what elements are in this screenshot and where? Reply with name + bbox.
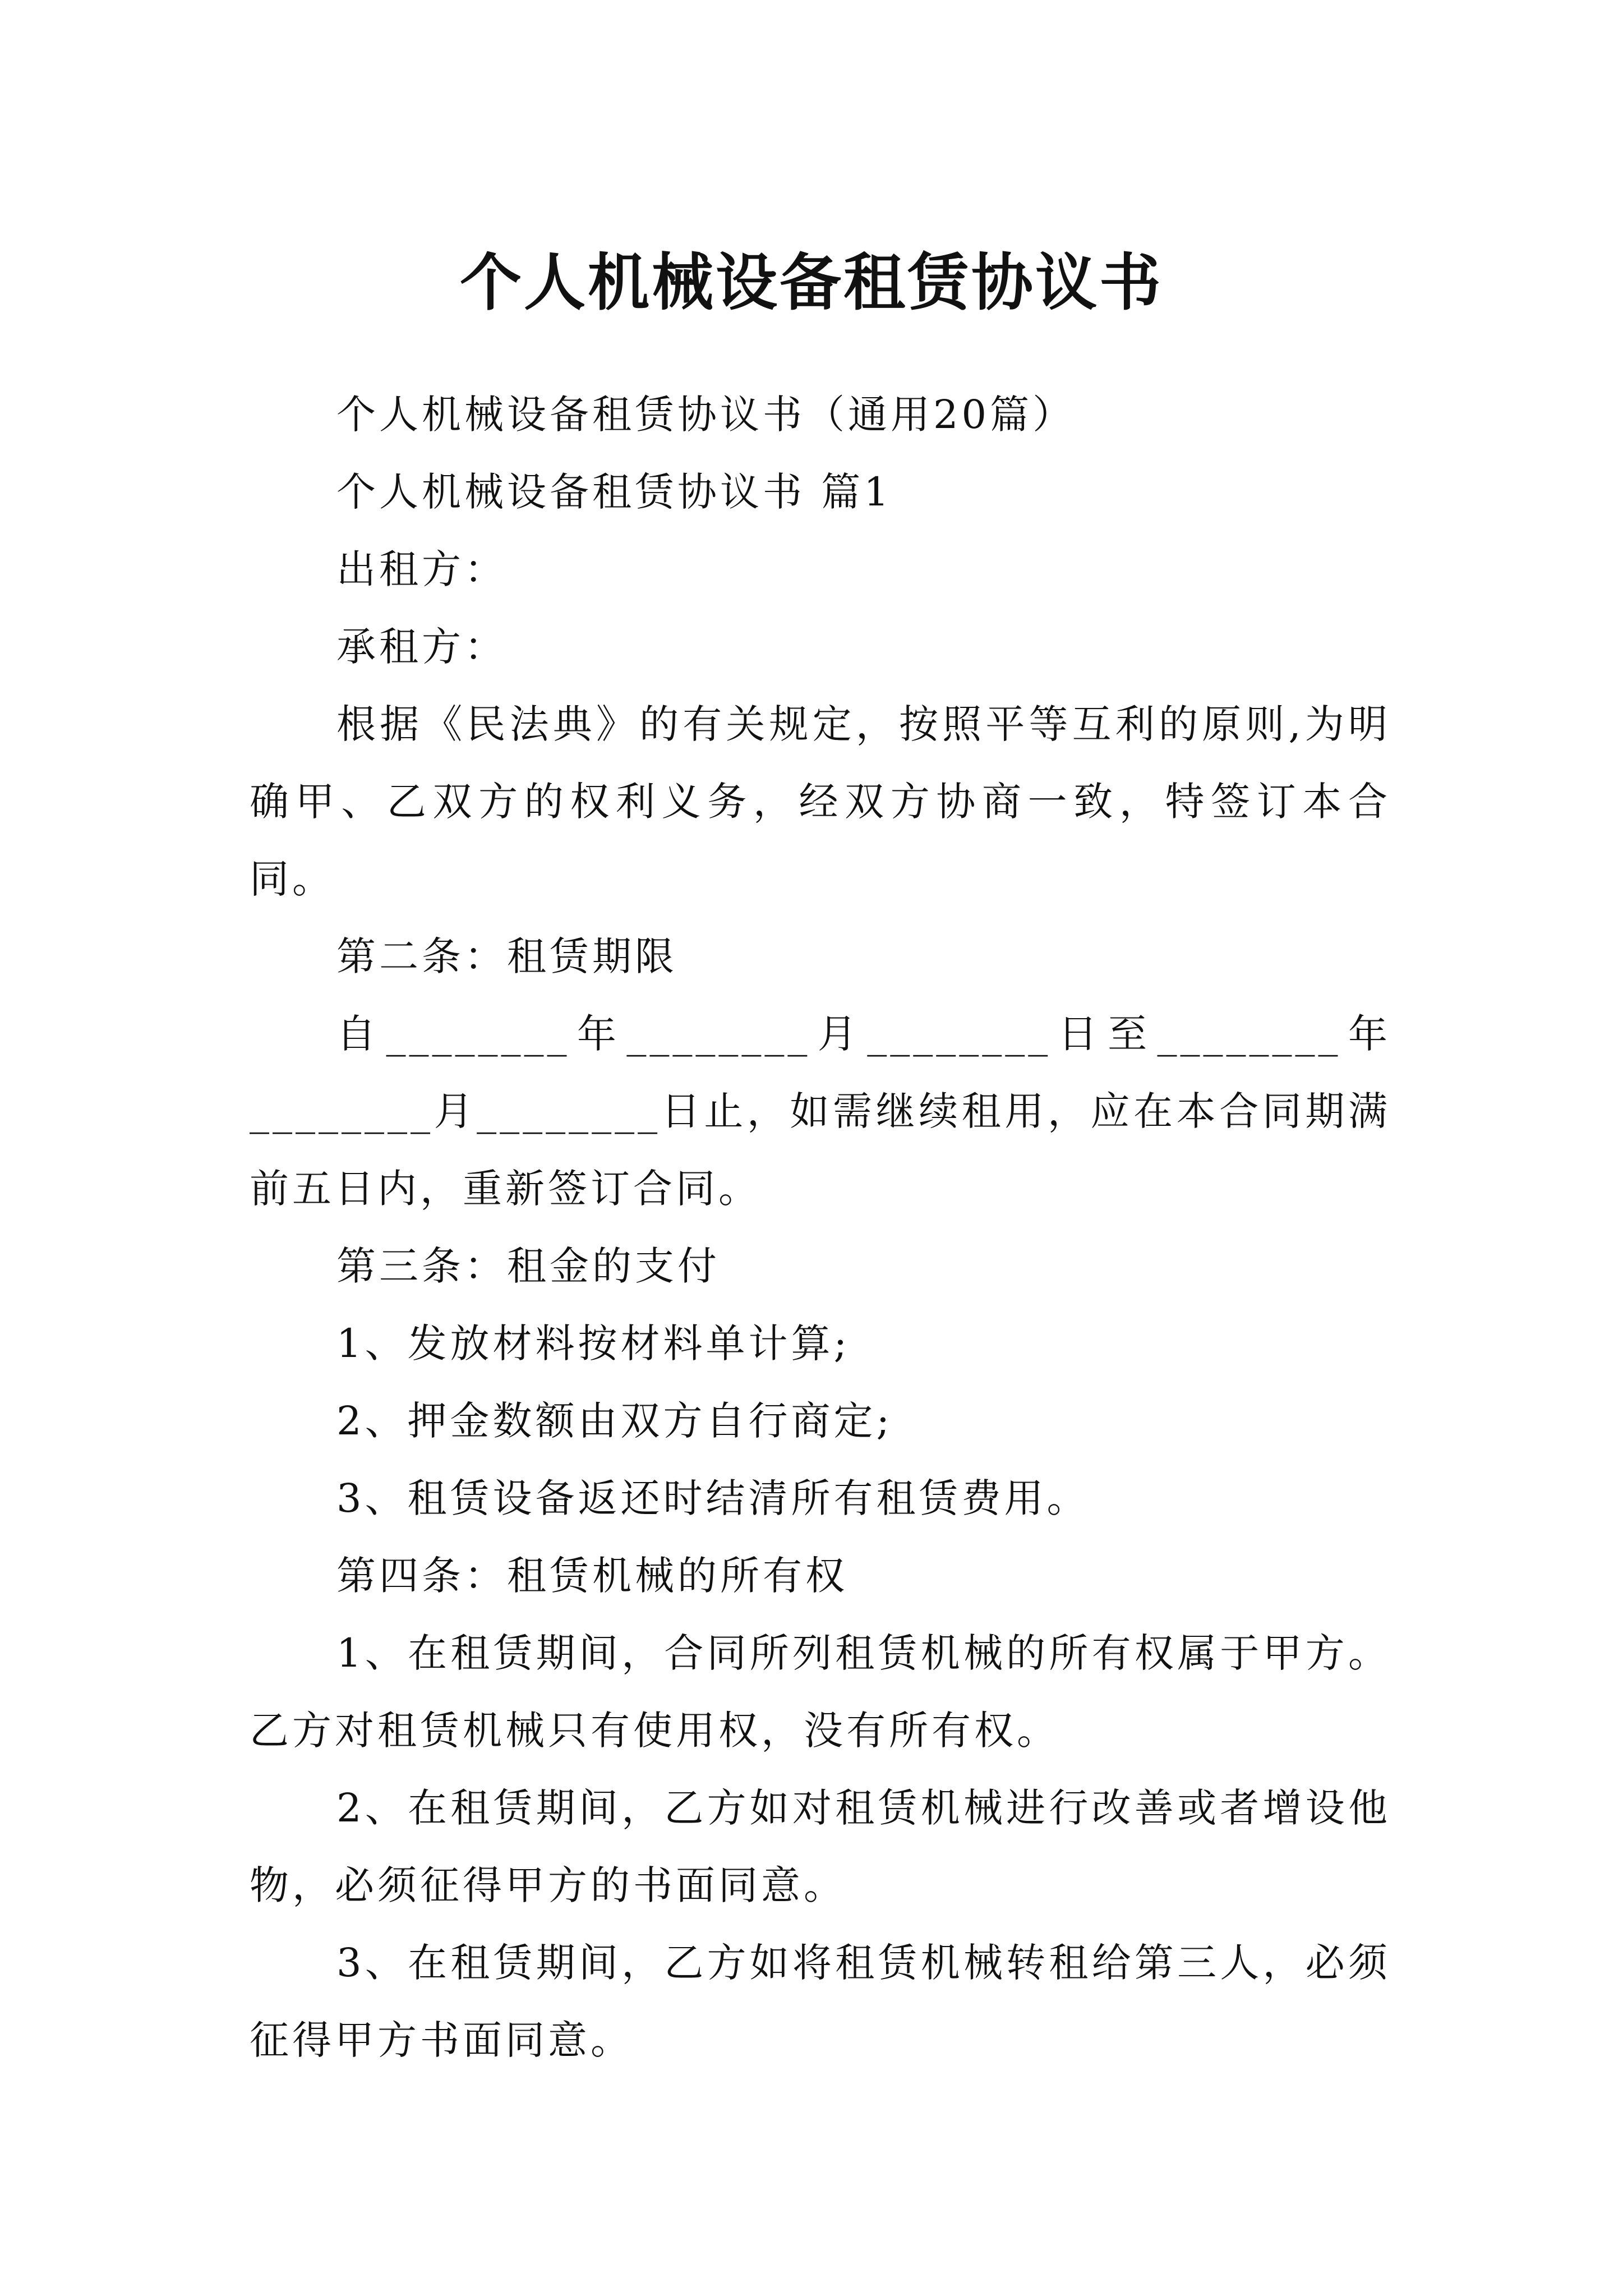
document-body	[250, 376, 1391, 2079]
paragraph-article-3-item-3: 3、租赁设备返还时结清所有租赁费用。	[336, 1475, 1090, 1521]
paragraph-article-4-item-1: 1、在租赁期间，合同所列租赁机械的所有权属于甲方。乙方对租赁机械只有使用权，没有所有权。	[250, 1630, 1391, 1754]
paragraph-article-4-item-2: 2、在租赁期间，乙方如对租赁机械进行改善或者增设他物，必须征得甲方的书面同意。	[250, 1785, 1391, 1908]
paragraph-article-2-body: 自________年________月________日至________年________月________日止，如需继续租用，应在本合同期满前五日内，重新签订合同。	[250, 1011, 1391, 1212]
paragraph-article-2-heading: 第二条：租赁期限	[336, 933, 677, 979]
document-title: 个人机械设备租赁协议书	[460, 246, 1163, 319]
paragraph-article-3-heading: 第三条：租金的支付	[336, 1243, 720, 1289]
paragraph-preamble: 根据《民法典》的有关规定，按照平等互利的原则,为明确甲、乙双方的权利义务，经双方协商一致，特签订本合同。	[250, 701, 1391, 902]
paragraph-lessor: 出租方：	[336, 546, 507, 592]
paragraph-article-4-heading: 第四条：租赁机械的所有权	[336, 1553, 848, 1599]
paragraph-article-3-item-2: 2、押金数额由双方自行商定;	[336, 1398, 893, 1444]
paragraph-section-heading: 个人机械设备租赁协议书 篇1	[336, 469, 892, 515]
paragraph-article-4-item-3: 3、在租赁期间，乙方如将租赁机械转租给第三人，必须征得甲方书面同意。	[250, 1940, 1391, 2063]
paragraph-lessee: 承租方：	[336, 624, 507, 670]
paragraph-subtitle: 个人机械设备租赁协议书（通用20篇）	[336, 392, 1076, 438]
paragraph-article-3-item-1: 1、发放材料按材料单计算;	[336, 1320, 851, 1366]
